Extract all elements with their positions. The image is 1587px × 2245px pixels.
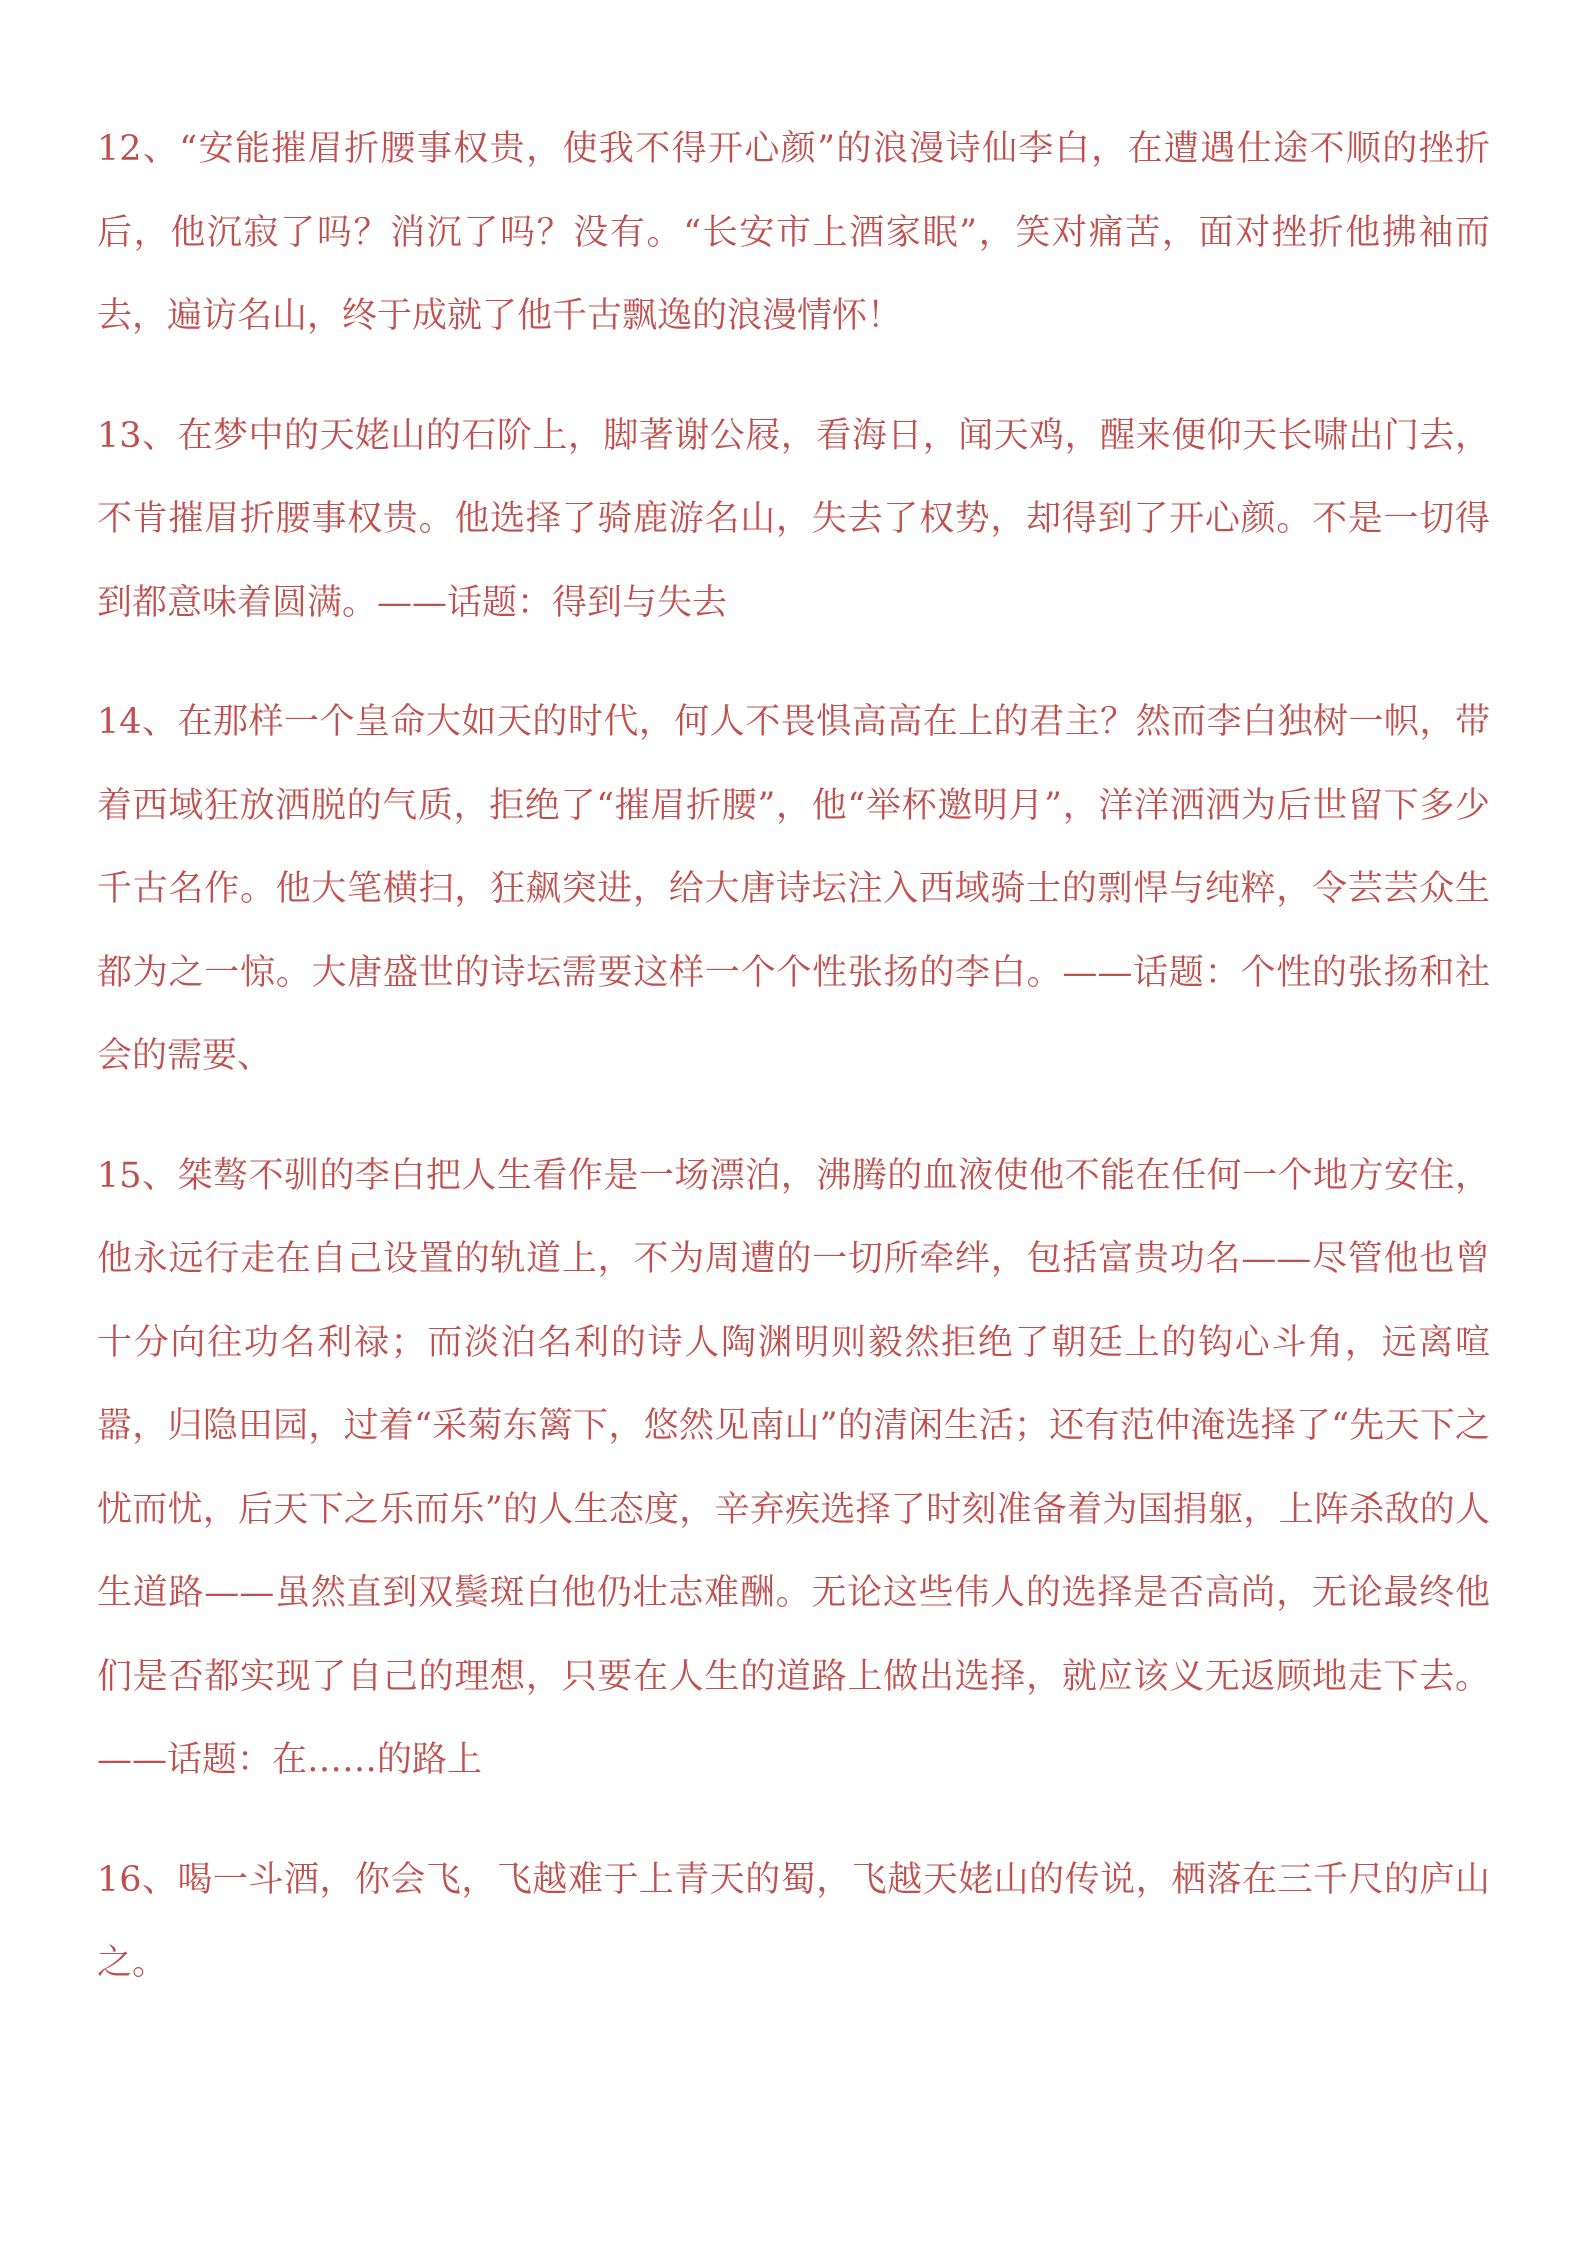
paragraph-15: 15、桀骜不驯的李白把人生看作是一场漂泊，沸腾的血液使他不能在任何一个地方安住，他永远行走在自己设置的轨道上，不为周遭的一切所牵绊，包括富贵功名——尽管他也曾十分向往功名利禄；而淡泊名利的诗人陶渊明则毅然拒绝了朝廷上的钩心斗角，远离喧嚣，归隐田园，过着“采菊东篱下，悠然见南山”的清闲生活；还有范仲淹选择了“先天下之忧而忧，后天下之乐而乐”的人生态度，辛弃疾选择了时刻准备着为国捐躯，上阵杀敌的人生道路——虽然直到双鬓斑白他仍壮志难酬。无论这些伟人的选择是否高尚，无论最终他们是否都实现了自己的理想，只要在人生的道路上做出选择，就应该义无返顾地走下去。——话题：在……的路上 xyxy=(97,1155,1490,1780)
document-body xyxy=(97,108,1490,2042)
paragraph-12: 12、“安能摧眉折腰事权贵，使我不得开心颜”的浪漫诗仙李白，在遭遇仕途不顺的挫折后，他沉寂了吗？消沉了吗？没有。“长安市上酒家眠”，笑对痛苦，面对挫折他拂袖而去，遍访名山，终于成就了他千古飘逸的浪漫情怀！ xyxy=(97,129,1490,336)
paragraph-14: 14、在那样一个皇命大如天的时代，何人不畏惧高高在上的君主？然而李白独树一帜，带着西域狂放洒脱的气质，拒绝了“摧眉折腰”，他“举杯邀明月”，洋洋洒洒为后世留下多少千古名作。他大笔横扫，狂飙突进，给大唐诗坛注入西域骑士的剽悍与纯粹，令芸芸众生都为之一惊。大唐盛世的诗坛需要这样一个个性张扬的李白。——话题：个性的张扬和社会的需要、 xyxy=(97,702,1490,1076)
paragraph-16: 16、喝一斗酒，你会飞，飞越难于上青天的蜀，飞越天姥山的传说，栖落在三千尺的庐山之。 xyxy=(97,1859,1490,1983)
paragraph-13: 13、在梦中的天姥山的石阶上，脚著谢公屐，看海日，闻天鸡，醒来便仰天长啸出门去，不肯摧眉折腰事权贵。他选择了骑鹿游名山，失去了权势，却得到了开心颜。不是一切得到都意味着圆满。——话题：得到与失去 xyxy=(97,415,1490,623)
